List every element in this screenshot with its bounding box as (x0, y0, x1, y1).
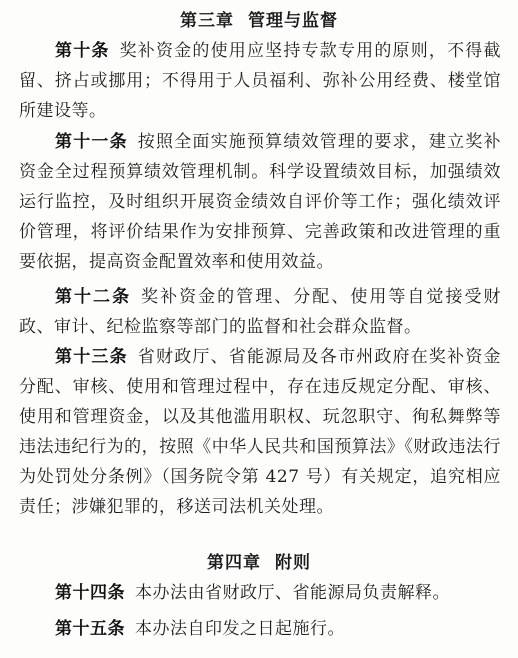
article-12 (19, 282, 501, 342)
article-15-label: 第十五条 (55, 619, 125, 639)
chapter-4-title: 附则 (275, 553, 311, 573)
chapter-3-heading (0, 6, 518, 31)
article-13-label: 第十三条 (55, 347, 128, 367)
chapter-4-heading (0, 548, 518, 573)
chapter-4-number: 第四章 (207, 553, 261, 573)
article-12-label: 第十二条 (55, 287, 132, 307)
article-10 (19, 36, 501, 126)
article-14-text: 本办法由省财政厅、省能源局负责解释。 (135, 583, 450, 603)
article-11-text: 按照全面实施预算绩效管理的要求，建立奖补资金全过程预算绩效管理机制。科学设置绩效目标，加强绩效运行监控，及时组织开展资金绩效自评价等工作；强化绩效评价管理，将评价结果作为安排预算、完善政策和改进管理的重要依据，提高资金配置效率和使用效益。 (19, 132, 502, 272)
article-12-text: 奖补资金的管理、分配、使用等自觉接受财政、审计、纪检监察等部门的监督和社会群众监督。 (19, 287, 502, 337)
article-11 (19, 127, 501, 277)
article-10-label: 第十条 (55, 41, 110, 61)
article-15-text: 本办法自印发之日起施行。 (135, 619, 345, 639)
article-14-label: 第十四条 (55, 583, 125, 603)
chapter-3-title: 管理与监督 (248, 11, 338, 31)
article-13 (19, 342, 501, 522)
article-15 (19, 614, 501, 644)
article-13-text: 省财政厅、省能源局及各市州政府在奖补资金分配、审核、使用和管理过程中，存在违反规定分配、审核、使用和管理资金，以及其他滥用职权、玩忽职守、徇私舞弊等违法违纪行为的，按照《中华人民共和国预算法》《财政违法行为处罚处分条例》（国务院令第 427 号）有关规定，追究相应责任；涉嫌犯罪的，移送司法机关处理。 (19, 347, 502, 517)
article-11-label: 第十一条 (55, 132, 128, 152)
article-10-text: 奖补资金的使用应坚持专款专用的原则，不得截留、挤占或挪用；不得用于人员福利、弥补公用经费、楼堂馆所建设等。 (19, 41, 502, 121)
chapter-3-number: 第三章 (180, 11, 234, 31)
article-14 (19, 578, 501, 608)
